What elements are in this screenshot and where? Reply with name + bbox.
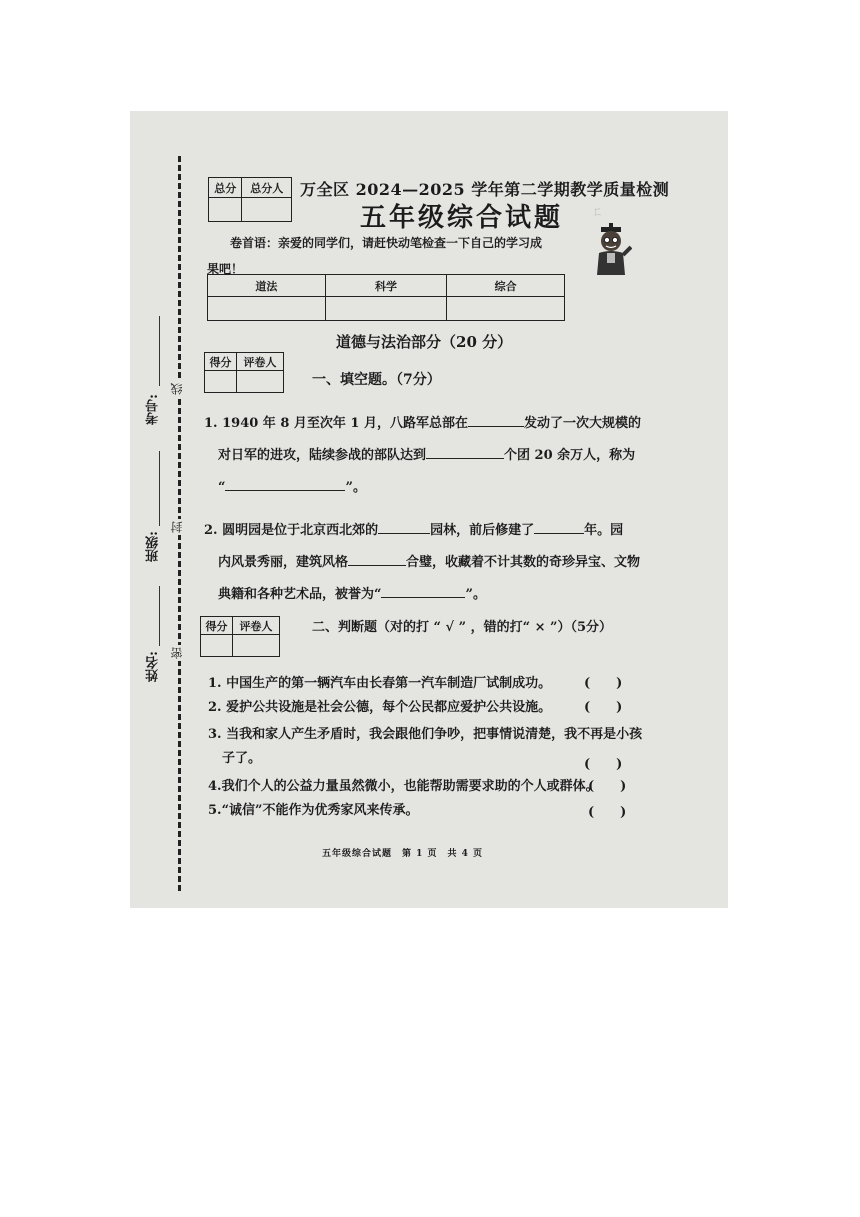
- class-blank: [159, 451, 160, 526]
- tf-item-4: 4.我们个人的公益力量虽然微小，也能帮助需要求助的个人或群体。: [208, 779, 599, 794]
- tf-answer-4[interactable]: ( ): [588, 779, 627, 794]
- q2-blank-style[interactable]: [348, 551, 406, 566]
- exam-title-line1: 万全区 2024—2025 学年第二学期教学质量检测: [300, 180, 670, 199]
- section2-grade-box: [200, 616, 280, 657]
- q1-blank-location[interactable]: [468, 412, 524, 427]
- preface-line2: 果吧！: [207, 262, 244, 276]
- q2-blank-title[interactable]: [381, 583, 465, 598]
- preface-line1: 卷首语：亲爱的同学们，请赶快动笔检查一下自己的学习成: [230, 236, 543, 250]
- exam-title-line2: 五年级综合试题: [360, 203, 564, 233]
- grade-box-grader-cell[interactable]: [236, 371, 283, 393]
- total-scorer-cell[interactable]: [242, 198, 292, 222]
- q2-blank-type[interactable]: [378, 519, 430, 534]
- tf-item-3: 3. 当我和家人产生矛盾时，我会跟他们争吵，把事情说清楚，我不再是小孩: [208, 727, 643, 742]
- exam-number-blank: [159, 316, 160, 386]
- subject-score-science[interactable]: [325, 297, 446, 321]
- subject-score-comprehensive[interactable]: [447, 297, 565, 321]
- grade-box-score-header: 得分: [205, 353, 237, 371]
- q2-blank-years[interactable]: [534, 519, 584, 534]
- grade-box-score-cell[interactable]: [205, 371, 237, 393]
- grade-box2-grader-cell[interactable]: [232, 635, 279, 657]
- total-score-box: [208, 177, 292, 222]
- subject-header-science: 科学: [325, 275, 446, 297]
- subject-header-morality: 道法: [208, 275, 326, 297]
- question-2: 2. 圆明园是位于北京西北郊的 园林，前后修建了 年。园 内风景秀丽，建筑风格 合璧，收藏着不计其数的奇珍异宝、文物 典籍和各种艺术品，被誉为“ ”。: [204, 515, 649, 611]
- total-scorer-header: 总分人: [242, 178, 292, 198]
- tf-answer-3[interactable]: ( ): [584, 757, 623, 772]
- subject-score-morality[interactable]: [208, 297, 326, 321]
- grade-box-grader-header: 评卷人: [236, 353, 283, 371]
- part1-title: 道德与法治部分（20 分）: [336, 333, 513, 351]
- grade-box2-score-header: 得分: [201, 617, 233, 635]
- seal-word-seal: 封: [170, 521, 184, 533]
- question-1: 1. 1940 年 8 月至次年 1 月，八路军总部在 发动了一次大规模的 对日军的进攻，陆续参战的部队达到 个团 20 余万人，称为 “ ”。: [204, 408, 644, 504]
- section2-title: 二、判断题（对的打 “ √ ” ，错的打“ × ”）（5分）: [312, 620, 613, 635]
- subject-header-comprehensive: 综合: [447, 275, 565, 297]
- class-label: 班级:: [146, 531, 161, 562]
- tf-answer-5[interactable]: ( ): [588, 805, 627, 820]
- total-score-cell[interactable]: [209, 198, 242, 222]
- tf-item-2: 2. 爱护公共设施是社会公德，每个公民都应爱护公共设施。: [208, 700, 552, 715]
- exam-number-label: 考号:: [146, 394, 161, 425]
- exam-paper-scan: 考号: 班级: 姓名: 线 封 密 ㄈ 总分 总分人 万全区 2024—2025 学年第二学期教学质量检测 五年级综合试题 卷首语：亲爱的同学们，请赶快动笔检查一下自己的学习成 果吧！ 道法 科学 综合 道德与法治部分（20 分） 得分 评卷人 一、填空题。（7分） 1. 1940 年 8 月至次年 1 月，八路军总部在 发动了一次大规模的 对日军的进攻，陆续参战的部队达到 个团 20 余万人，称为 “ ”。 2. 圆明园是位于北京西北郊的 园林，前后修建了 年。园 内风景秀丽，建筑风格 合璧，收藏着不计其数的奇珍异宝、文物 典籍和各种艺术品，被誉为“ ”。 得分 评卷人 二、判断题（对的打 “ √ ” ，错的打“ × ”）（5分） 1. 中国生产的第一辆汽车由长春第一汽车制造厂试制成功。 ( ) 2. 爱护公共设施是社会公德，每个公民都应爱护公共设施。 ( ) 3. 当我和家人产生矛盾时，我会跟他们争吵，把事情说清楚，我不再是小孩 子了。 ( ) 4.我们个人的公益力量虽然微小，也能帮助需要求助的个人或群体。 ( ) 5.“诚信”不能作为优秀家风来传承。 ( ) 五年级综合试题 第 1 页 共 4 页: [130, 111, 728, 908]
- cartoon-teacher-illustration: [592, 223, 632, 279]
- section1-grade-box: [204, 352, 284, 393]
- name-blank: [159, 586, 160, 646]
- tf-answer-2[interactable]: ( ): [584, 700, 623, 715]
- tf-item-1: 1. 中国生产的第一辆汽车由长春第一汽车制造厂试制成功。: [208, 676, 552, 691]
- section1-title: 一、填空题。（7分）: [312, 372, 441, 388]
- name-label: 姓名:: [146, 651, 161, 682]
- grade-box2-score-cell[interactable]: [201, 635, 233, 657]
- seal-word-line: 线: [170, 383, 184, 395]
- q1-blank-count[interactable]: [426, 444, 504, 459]
- seal-word-secret: 密: [170, 647, 184, 659]
- q1-blank-name[interactable]: [225, 476, 345, 491]
- grade-box2-grader-header: 评卷人: [232, 617, 279, 635]
- page-footer: 五年级综合试题 第 1 页 共 4 页: [322, 849, 484, 859]
- tf-item-5: 5.“诚信”不能作为优秀家风来传承。: [208, 803, 419, 818]
- tf-item-3-cont: 子了。: [222, 751, 262, 766]
- subject-score-table: [207, 274, 565, 321]
- tf-answer-1[interactable]: ( ): [584, 676, 623, 691]
- total-score-header: 总分: [209, 178, 242, 198]
